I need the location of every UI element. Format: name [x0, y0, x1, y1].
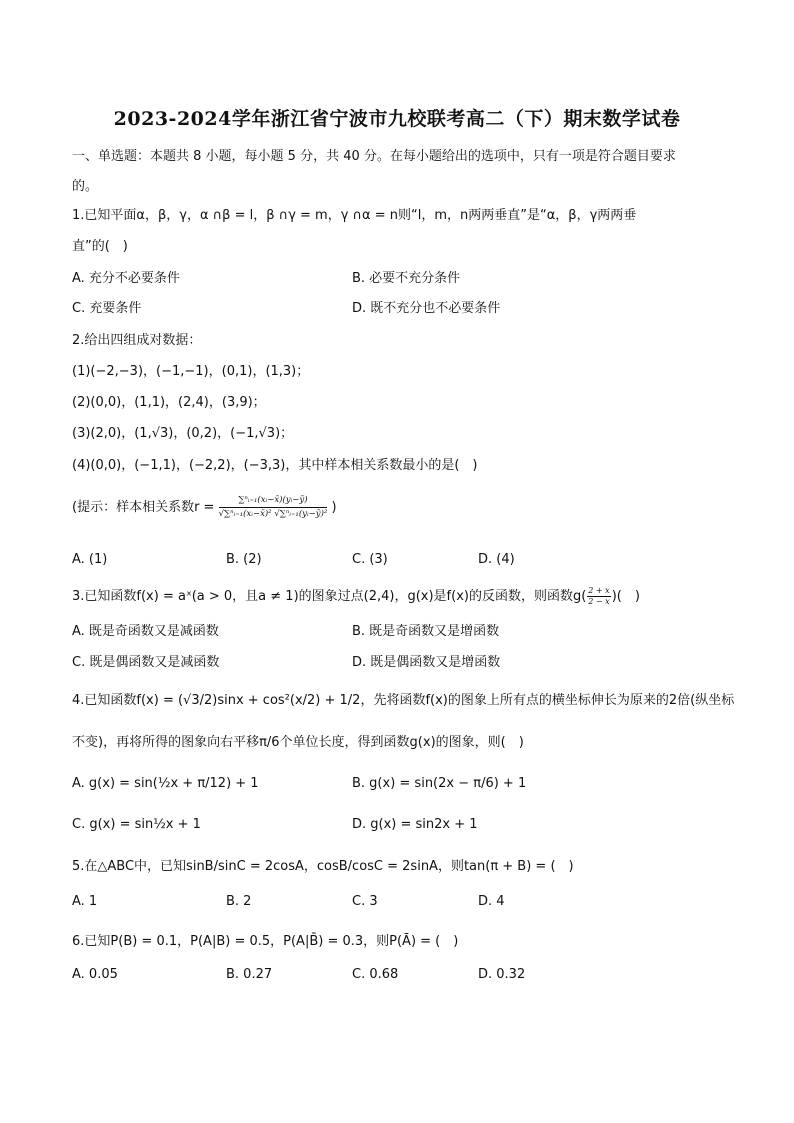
q3-fraction-denominator: 2 − x — [588, 597, 610, 606]
q2-stem: 2.给出四组成对数据： — [72, 333, 202, 348]
q3-option-c: C. 既是偶函数又是减函数 — [72, 655, 220, 670]
q5-option-d: D. 4 — [478, 894, 505, 909]
q4-option-d: D. g(x) = sin2x + 1 — [352, 817, 478, 832]
q5-stem: 5.在△ABC中，已知sinB/sinC = 2cosA，cosB/cosC = 2sinA，则tan(π + B) = ( ) — [72, 859, 574, 874]
q1-stem-line2: 直”的( ) — [72, 239, 128, 254]
q2-hint — [72, 494, 337, 522]
q1-option-c: C. 充要条件 — [72, 301, 142, 316]
q5-option-b: B. 2 — [226, 894, 252, 909]
q3-option-a: A. 既是奇函数又是减函数 — [72, 624, 219, 639]
q2-set-4: (4)(0,0)，(−1,1)，(−2,2)，(−3,3)，其中样本相关系数最小的是( ) — [72, 458, 478, 473]
q2-set-3: (3)(2,0)，(1,√3)，(0,2)，(−1,√3)； — [72, 426, 294, 441]
correlation-numerator: ∑ⁿᵢ₌₁(xᵢ−x̄)(yᵢ−ȳ) — [219, 494, 328, 508]
section-heading-line2: 的。 — [72, 179, 99, 194]
q1-stem-line1: 1.已知平面α，β，γ，α ∩β = l，β ∩γ = m，γ ∩α = n则“l，m，n两两垂直”是“α，β，γ两两垂 — [72, 208, 637, 223]
q2-hint-prefix: (提示：样本相关系数r = — [72, 500, 215, 515]
q6-option-b: B. 0.27 — [226, 967, 273, 982]
q6-stem: 6.已知P(B) = 0.1，P(A|B) = 0.5，P(A|B̄) = 0.3，则P(Ā) = ( ) — [72, 934, 459, 949]
q3-stem-post: )( ) — [611, 589, 640, 604]
q1-option-a: A. 充分不必要条件 — [72, 271, 180, 286]
q6-option-d: D. 0.32 — [478, 967, 526, 982]
q3-fraction-numerator: 2 + x — [588, 586, 610, 595]
q3-stem — [72, 585, 640, 609]
q6-option-c: C. 0.68 — [352, 967, 399, 982]
q4-stem-line2: 不变)，再将所得的图象向右平移π/6个单位长度，得到函数g(x)的图象，则( ) — [72, 735, 524, 750]
q3-option-b: B. 既是奇函数又是增函数 — [352, 624, 500, 639]
q3-stem-pre: 3.已知函数f(x) = aˣ(a > 0，且a ≠ 1)的图象过点(2,4)，g(x)是f(x)的反函数，则函数g( — [72, 589, 587, 604]
q4-option-b: B. g(x) = sin(2x − π/6) + 1 — [352, 776, 527, 791]
q2-hint-suffix: ) — [331, 500, 337, 515]
q1-option-d: D. 既不充分也不必要条件 — [352, 301, 501, 316]
q1-option-b: B. 必要不充分条件 — [352, 271, 461, 286]
section-heading-line1: 一、单选题：本题共 8 小题，每小题 5 分，共 40 分。在每小题给出的选项中，只有一项是符合题目要求 — [72, 149, 676, 164]
q4-stem-line1: 4.已知函数f(x) = (√3/2)sinx + cos²(x/2) + 1/2，先将函数f(x)的图象上所有点的横坐标伸长为原来的2倍(纵坐标 — [72, 693, 735, 708]
q3-fraction — [587, 586, 610, 607]
q4-option-c: C. g(x) = sin½x + 1 — [72, 817, 201, 832]
q2-option-c: C. (3) — [352, 552, 388, 567]
q5-option-a: A. 1 — [72, 894, 98, 909]
q5-option-c: C. 3 — [352, 894, 378, 909]
exam-title: 2023-2024学年浙江省宁波市九校联考高二（下）期末数学试卷 — [113, 108, 681, 130]
q2-option-d: D. (4) — [478, 552, 515, 567]
q2-set-2: (2)(0,0)，(1,1)，(2,4)，(3,9)； — [72, 395, 266, 410]
q3-option-d: D. 既是偶函数又是增函数 — [352, 655, 501, 670]
q2-option-b: B. (2) — [226, 552, 262, 567]
q2-option-a: A. (1) — [72, 552, 108, 567]
q4-option-a: A. g(x) = sin(½x + π/12) + 1 — [72, 776, 259, 791]
correlation-denominator: √∑ⁿᵢ₌₁(xᵢ−x̄)² √∑ⁿᵢ₌₁(yᵢ−ȳ)² — [218, 509, 328, 519]
q6-option-a: A. 0.05 — [72, 967, 118, 982]
q2-set-1: (1)(−2,−3)，(−1,−1)，(0,1)，(1,3)； — [72, 364, 310, 379]
correlation-formula — [219, 494, 328, 521]
